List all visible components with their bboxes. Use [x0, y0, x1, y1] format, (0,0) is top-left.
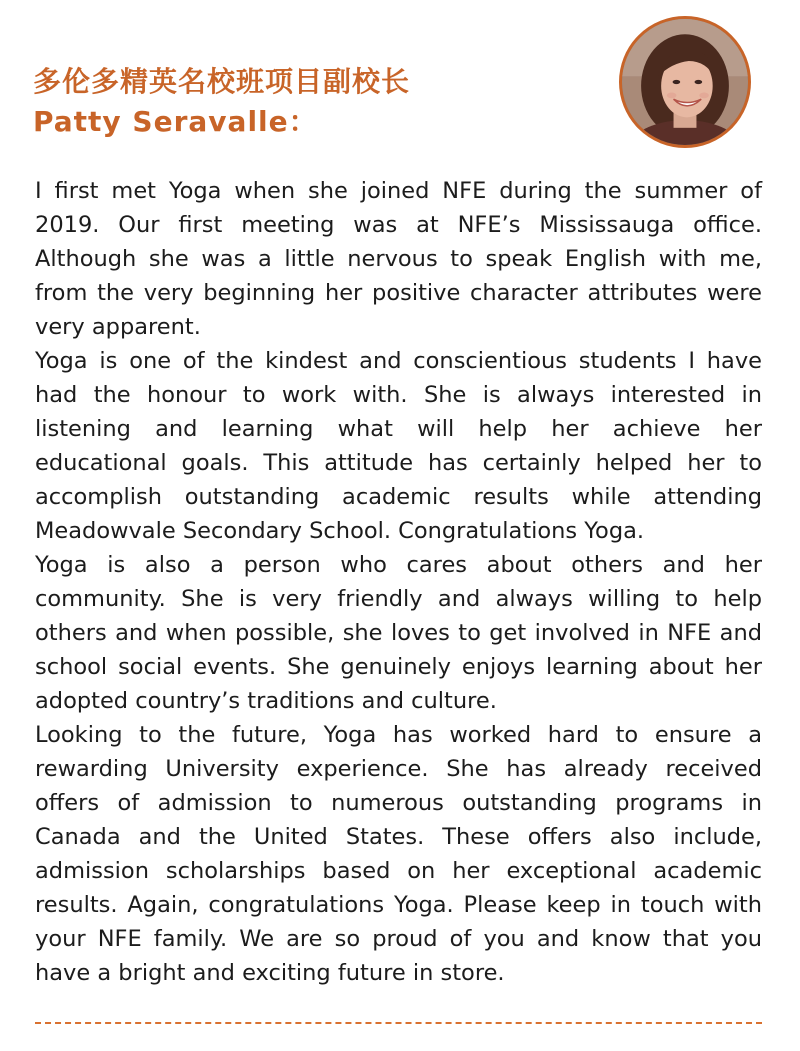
header [33, 62, 593, 142]
title-chinese: 多伦多精英名校班项目副校长 [33, 65, 411, 98]
letter-body [35, 174, 762, 990]
paragraph-3: Yoga is also a person who cares about others and her community. She is very friendly and always willing to help others and when possible, she loves to get involved in NFE and school social events. She genuinely enjoys learning about her adopted country’s traditions and culture. [35, 552, 762, 714]
paragraph-1: I first met Yoga when she joined NFE during the summer of 2019. Our first meeting was at NFE’s Mississauga office. Although she was a little nervous to speak English with me, from the very beginning her positive character attributes were very apparent. [35, 178, 762, 340]
person-name: Patty Seravalle： [33, 105, 318, 138]
dashed-divider [35, 1022, 762, 1024]
paragraph-2: Yoga is one of the kindest and conscientious students I have had the honour to work with. She is always interested in listening and learning what will help her achieve her educational goals. This attitude has certainly helped her to accomplish outstanding academic results while attending Meadowvale Secondary School. Congratulations Yoga. [35, 348, 762, 544]
paragraph-4: Looking to the future, Yoga has worked hard to ensure a rewarding University experience. She has already received offers of admission to numerous outstanding programs in Canada and the United States. These offers also include, admission scholarships based on her exceptional academic results. Again, congratulations Yoga. Please keep in touch with your NFE family. We are so proud of you and know that you have a bright and exciting future in store. [35, 722, 762, 986]
avatar [619, 16, 751, 148]
portrait-photo-icon [622, 19, 748, 145]
